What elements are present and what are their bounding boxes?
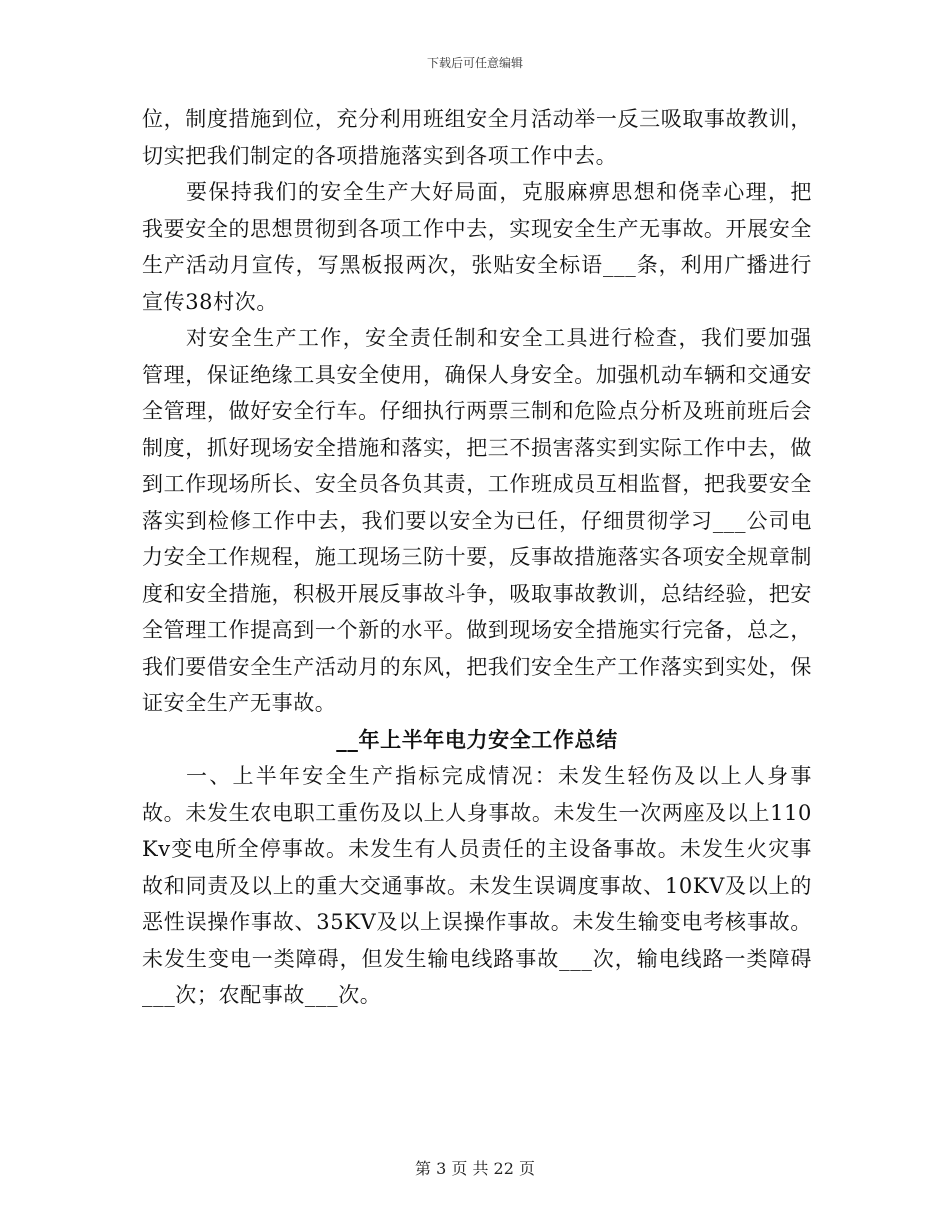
document-body bbox=[142, 101, 812, 1014]
paragraph-continuation: 位，制度措施到位，充分利用班组安全月活动举一反三吸取事故教训，切实把我们制定的各项措施落实到各项工作中去。 bbox=[142, 107, 812, 168]
paragraph-safety-indicators: 一、上半年安全生产指标完成情况：未发生轻伤及以上人身事故。未发生农电职工重伤及以上人身事故。未发生一次两座及以上110Kv变电所全停事故。未发生有人员责任的主设备事故。未发生火灾事故和同责及以上的重大交通事故。未发生误调度事故、10KV及以上的恶性误操作事故、35KV及以上误操作事故。未发生输变电考核事故。未发生变电一类障碍，但发生输电线路事故___次，输电线路一类障碍___次；农配事故___次。 bbox=[142, 764, 812, 1007]
page-footer-number: 第 3 页 共 22 页 bbox=[415, 1159, 535, 1178]
section-title: __年上半年电力安全工作总结 bbox=[336, 726, 618, 752]
paragraph-safety-publicity: 要保持我们的安全生产大好局面，克服麻痹思想和侥幸心理，把我要安全的思想贯彻到各项工作中去，实现安全生产无事故。开展安全生产活动月宣传，写黑板报两次，张贴安全标语___条，利用广播进行宣传38村次。 bbox=[142, 180, 812, 314]
paragraph-safety-inspection: 对安全生产工作，安全责任制和安全工具进行检查，我们要加强管理，保证绝缘工具安全使用，确保人身安全。加强机动车辆和交通安全管理，做好安全行车。仔细执行两票三制和危险点分析及班前班后会制度，抓好现场安全措施和落实，把三不损害落实到实际工作中去，做到工作现场所长、安全员各负其责，工作班成员互相监督，把我要安全落实到检修工作中去，我们要以安全为已任，仔细贯彻学习___公司电力安全工作规程，施工现场三防十要，反事故措施落实各项安全规章制度和安全措施，积极开展反事故斗争，吸取事故教训，总结经验，把安全管理工作提高到一个新的水平。做到现场安全措施实行完备，总之，我们要借安全生产活动月的东风，把我们安全生产工作落实到实处，保证安全生产无事故。 bbox=[142, 326, 812, 715]
page-header-note: 下载后可任意编辑 bbox=[426, 56, 523, 70]
